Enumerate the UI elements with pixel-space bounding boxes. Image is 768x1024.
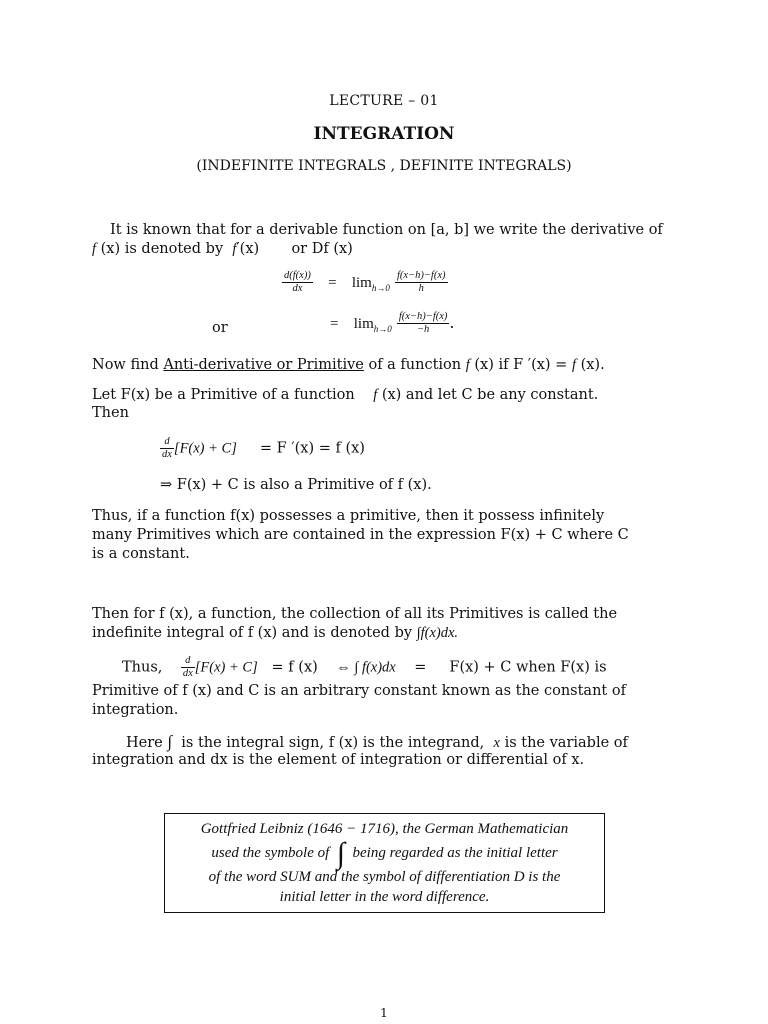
para6-line2: Primitive of f (x) and C is an arbitrary constant known as the constant of [92,683,626,699]
para4-line3: is a constant. [92,546,190,562]
para7-line1: Here ∫ is the integral sign, f (x) is the integrand, x is the variable of [126,732,628,751]
para7-line2: integration and dx is the element of integration or differential of x. [92,752,585,768]
para3-line1: Let F(x) be a Primitive of a function f (x) and let C be any constant. [92,387,599,403]
leibniz-note-box [164,813,605,913]
para6-line3: integration. [92,702,179,718]
para5-line2: indefinite integral of f (x) and is denoted by ∫f(x)dx. [92,625,459,641]
para1-line1: It is known that for a derivable function on [a, b] we write the derivative of [110,222,663,238]
page-subtitle: (INDEFINITE INTEGRALS , DEFINITE INTEGRALS) [196,158,572,174]
page-number: 1 [380,1006,388,1020]
primitive-derivative: $\frac{d}{dx}$ [F(x) + C] = F ′(x) = f (x) [162,436,365,460]
eq2-or: or [212,320,228,336]
para4-line1: Thus, if a function f(x) possesses a primitive, then it possess infinitely [92,508,605,524]
para6-line1: Thus, $\frac{d}{dx}$ [F(x) + C] = f (x) ⇔ ∫ f(x)dx = F(x) + C when F(x) is [122,655,607,679]
box-line1: Gottfried Leibniz (1646 − 1716), the German Mathematician [200,821,569,837]
derivative-definition: $\frac{d(f(x))}{dx}$ = $\lim_{h\to 0}$ $\frac{f(x-h)-f(x)}{h}$ [284,270,446,294]
primitive-implication: ⇒ F(x) + C is also a Primitive of f (x). [160,477,432,493]
box-line2: used the symbole of ∫ being regarded as the initial letter [211,836,558,870]
para5-line1: Then for f (x), a function, the collection of all its Primitives is called the [92,606,618,622]
para1-line2: f (x) is denoted by f′(x) or Df (x) [92,241,353,257]
lecture-number: LECTURE – 01 [329,93,439,109]
box-line3: of the word SUM and the symbol of differentiation D is the [208,869,561,885]
box-line4: initial letter in the word difference. [279,889,490,905]
para4-line2: many Primitives which are contained in the expression F(x) + C where C [92,527,629,543]
derivative-definition-alt: = $\lim_{h\to 0}$ $\frac{f(x-h)-f(x)}{-h}$ . [330,311,455,335]
integral-symbol-icon: ∫ [336,836,345,870]
para3-line2: Then [92,405,129,421]
page-title: INTEGRATION [313,124,455,144]
para2: Now find Anti-derivative or Primitive of a function f (x) if F ′(x) = f (x). [92,357,605,373]
